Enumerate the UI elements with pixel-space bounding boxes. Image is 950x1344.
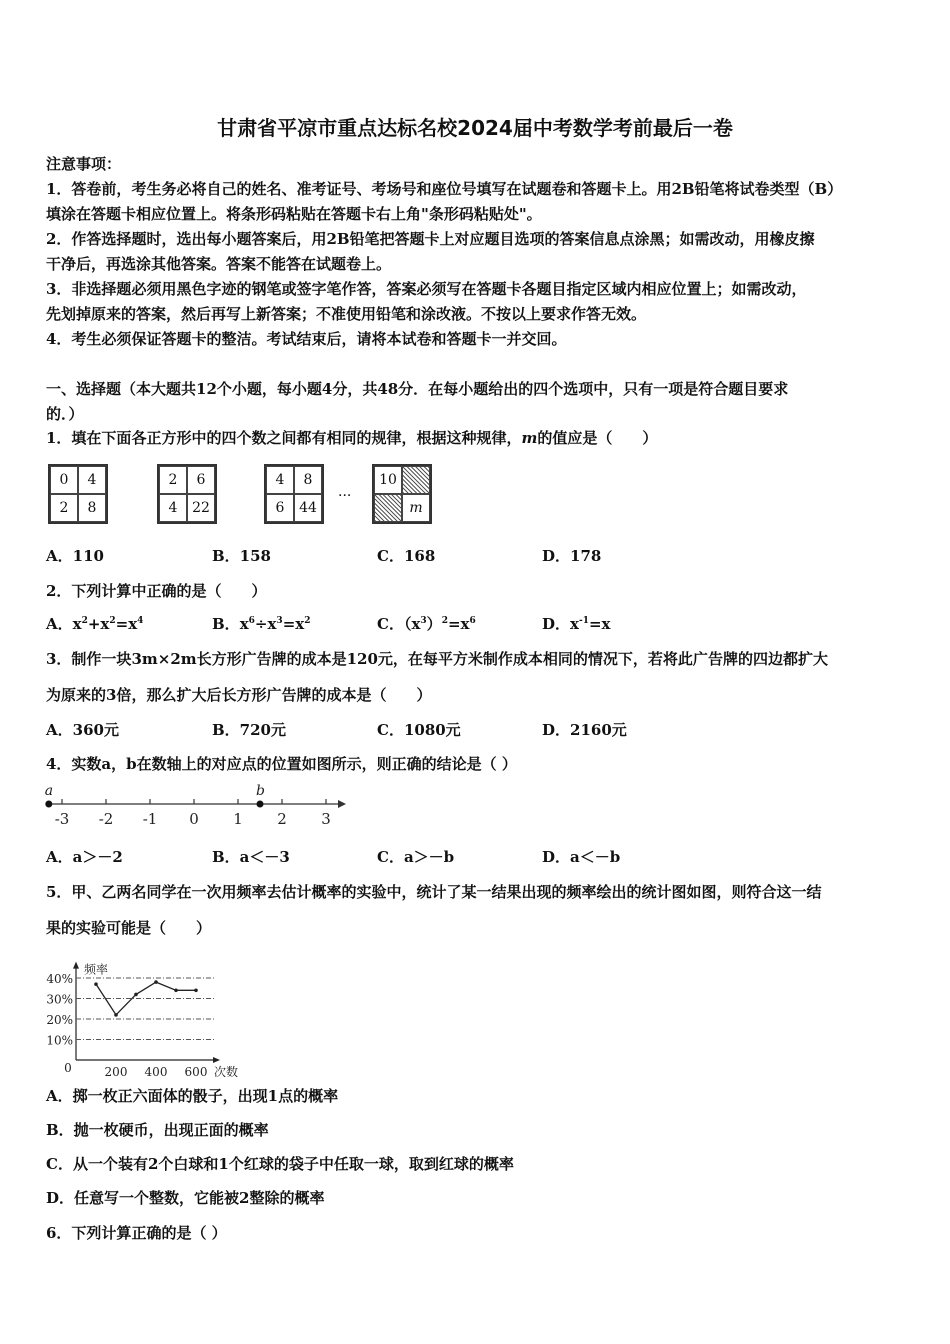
- point-label-a: a: [44, 783, 54, 799]
- data-point: [174, 989, 178, 993]
- opt-text: =x: [115, 615, 138, 633]
- x-tick-label: 400: [144, 1065, 168, 1077]
- q3-stem-cont: 为原来的3倍，那么扩大后长方形广告牌的成本是（ ）: [46, 686, 432, 704]
- y-tick-label: 10%: [46, 1033, 73, 1048]
- q6-stem: 6．下列计算正确的是（ ）: [46, 1224, 227, 1242]
- square-cell: 8: [78, 494, 106, 522]
- q5-option-a: A．掷一枚正六面体的骰子，出现1点的概率: [46, 1087, 339, 1105]
- q4-option-a: A．a＞－2: [46, 848, 123, 866]
- frequency-chart: [40, 942, 270, 1077]
- hatched-cell: [402, 466, 430, 494]
- number-square-4: [372, 464, 432, 524]
- q2-option-a: [46, 613, 143, 634]
- y-axis-label: 频率: [84, 962, 109, 977]
- q5-option-c: C．从一个装有2个白球和1个红球的袋子中任取一球，取到红球的概率: [46, 1155, 514, 1173]
- square-cell: 4: [159, 494, 187, 522]
- x-tick-label: 600: [184, 1065, 208, 1077]
- x-axis-arrow: [213, 1057, 220, 1063]
- data-point: [154, 980, 158, 984]
- q1-stem: [46, 427, 657, 448]
- axis-tick-label: 3: [321, 810, 331, 828]
- exponent: 4: [137, 616, 144, 626]
- square-cell: 4: [266, 466, 294, 494]
- q2-option-d: [542, 613, 610, 634]
- data-point: [94, 982, 98, 986]
- q5-stem: 5．甲、乙两名同学在一次用频率去估计概率的实验中，统计了某一结果出现的频率绘出的统计图如图，则符合这一结: [46, 883, 822, 901]
- square-cell-m: m: [402, 494, 430, 522]
- notice-line: 3．非选择题必须用黑色字迹的钢笔或签字笔作答，答案必须写在答题卡各题目指定区域内相应位置上；如需改动，: [46, 280, 807, 298]
- point-a: [45, 801, 52, 808]
- opt-text: =x: [588, 615, 611, 633]
- exponent: 6: [248, 616, 255, 626]
- section-heading-cont: 的．）: [46, 405, 84, 423]
- square-cell: 4: [78, 466, 106, 494]
- point-label-b: b: [256, 783, 265, 799]
- opt-text: （x: [403, 615, 421, 633]
- opt-text: ÷x: [254, 615, 277, 633]
- q3-option-d: D．2160元: [542, 721, 627, 739]
- opt-label: A．: [46, 615, 73, 633]
- q2-option-c: [377, 613, 476, 634]
- axis-tick-label: -1: [142, 810, 158, 828]
- q4-option-c: C．a＞－b: [377, 848, 455, 866]
- q5-option-d: D．任意写一个整数，它能被2整除的概率: [46, 1189, 325, 1207]
- y-tick-label: 30%: [46, 992, 73, 1007]
- x-axis-label: 次数: [214, 1065, 239, 1077]
- q2-stem: 2．下列计算中正确的是（ ）: [46, 582, 267, 600]
- opt-text: =x: [282, 615, 305, 633]
- exponent: 3: [276, 616, 283, 626]
- q1-stem-a: 1．填在下面各正方形中的四个数之间都有相同的规律，根据这种规律，: [46, 429, 522, 447]
- origin-label: 0: [64, 1061, 72, 1075]
- q3-option-b: B．720元: [212, 721, 286, 739]
- square-cell: 6: [187, 466, 215, 494]
- axis-tick-label: 2: [277, 810, 287, 828]
- y-tick-label: 40%: [46, 972, 73, 986]
- opt-text: ）: [426, 615, 442, 633]
- axis-tick-label: 0: [189, 810, 199, 828]
- notice-line: 2．作答选择题时，选出每小题答案后，用2B铅笔把答题卡上对应题目选项的答案信息点涂黑；如需改动，用橡皮擦: [46, 230, 815, 248]
- q5-stem-cont: 果的实验可能是（ ）: [46, 919, 212, 937]
- q3-option-a: A．360元: [46, 721, 119, 739]
- q4-stem: 4．实数a，b在数轴上的对应点的位置如图所示，则正确的结论是（ ）: [46, 755, 517, 773]
- number-square-2: [157, 464, 217, 524]
- exponent: 2: [109, 616, 116, 626]
- axis-arrow: [338, 800, 346, 808]
- exponent: 2: [81, 616, 88, 626]
- y-tick-label: 20%: [46, 1013, 73, 1027]
- square-cell: 44: [294, 494, 322, 522]
- notice-line: 4．考生必须保证答题卡的整洁。考试结束后，请将本试卷和答题卡一并交回。: [46, 330, 567, 348]
- square-cell: 6: [266, 494, 294, 522]
- point-b: [257, 801, 264, 808]
- number-line: [40, 782, 360, 832]
- exponent: 3: [420, 616, 427, 626]
- opt-text: x: [72, 615, 82, 633]
- axis-tick-label: 1: [233, 810, 243, 828]
- square-cell: 2: [159, 466, 187, 494]
- notice-line: 填涂在答题卡相应位置上。将条形码粘贴在答题卡右上角"条形码粘贴处"。: [46, 205, 542, 223]
- q5-option-b: B．抛一枚硬币，出现正面的概率: [46, 1121, 269, 1139]
- notice-heading: 注意事项：: [46, 155, 122, 173]
- opt-text: x: [239, 615, 249, 633]
- x-tick-label: 200: [104, 1065, 128, 1077]
- exponent: -1: [578, 616, 589, 626]
- y-axis-arrow: [73, 962, 79, 969]
- ellipsis: ···: [338, 488, 352, 504]
- q1-stem-b: 的值应是（ ）: [537, 429, 658, 447]
- q4-option-d: D．a＜－b: [542, 848, 621, 866]
- exponent: 2: [441, 616, 448, 626]
- number-square-1: [48, 464, 108, 524]
- q1-option-d: D．178: [542, 547, 602, 565]
- section-heading: 一、选择题（本大题共12个小题，每小题4分，共48分．在每小题给出的四个选项中，只有一项是符合题目要求: [46, 380, 789, 398]
- square-cell: 2: [50, 494, 78, 522]
- data-point: [134, 993, 138, 997]
- axis-tick-label: -2: [98, 810, 114, 828]
- opt-text: +x: [87, 615, 110, 633]
- opt-label: C．: [377, 615, 404, 633]
- axis-tick-label: -3: [54, 810, 70, 828]
- page-title: 甘肃省平凉市重点达标名校2024届中考数学考前最后一卷: [217, 116, 733, 140]
- notice-line: 1．答卷前，考生务必将自己的姓名、准考证号、考场号和座位号填写在试题卷和答题卡上。用2B铅笔将试卷类型（B）: [46, 180, 843, 198]
- opt-text: =x: [447, 615, 470, 633]
- square-cell: 8: [294, 466, 322, 494]
- data-point: [194, 989, 198, 993]
- opt-label: D．: [542, 615, 571, 633]
- q3-option-c: C．1080元: [377, 721, 461, 739]
- hatched-cell: [374, 494, 402, 522]
- opt-text: x: [570, 615, 579, 633]
- exponent: 2: [304, 616, 311, 626]
- q1-option-a: A．110: [46, 547, 104, 565]
- exponent: 6: [469, 616, 476, 626]
- q3-stem: 3．制作一块3m×2m长方形广告牌的成本是120元，在每平方米制作成本相同的情况下，若将此广告牌的四边都扩大: [46, 650, 828, 668]
- q4-option-b: B．a＜－3: [212, 848, 290, 866]
- opt-label: B．: [212, 615, 240, 633]
- notice-line: 先划掉原来的答案，然后再写上新答案；不准使用铅笔和涂改液。不按以上要求作答无效。: [46, 305, 647, 323]
- square-cell: 10: [374, 466, 402, 494]
- square-cell: 22: [187, 494, 215, 522]
- square-cell: 0: [50, 466, 78, 494]
- data-point: [114, 1013, 118, 1017]
- q1-var-m: m: [521, 429, 538, 447]
- q1-option-b: B．158: [212, 547, 271, 565]
- q1-option-c: C．168: [377, 547, 436, 565]
- number-square-3: [264, 464, 324, 524]
- q2-option-b: [212, 613, 310, 634]
- notice-line: 干净后，再选涂其他答案。答案不能答在试题卷上。: [46, 255, 392, 273]
